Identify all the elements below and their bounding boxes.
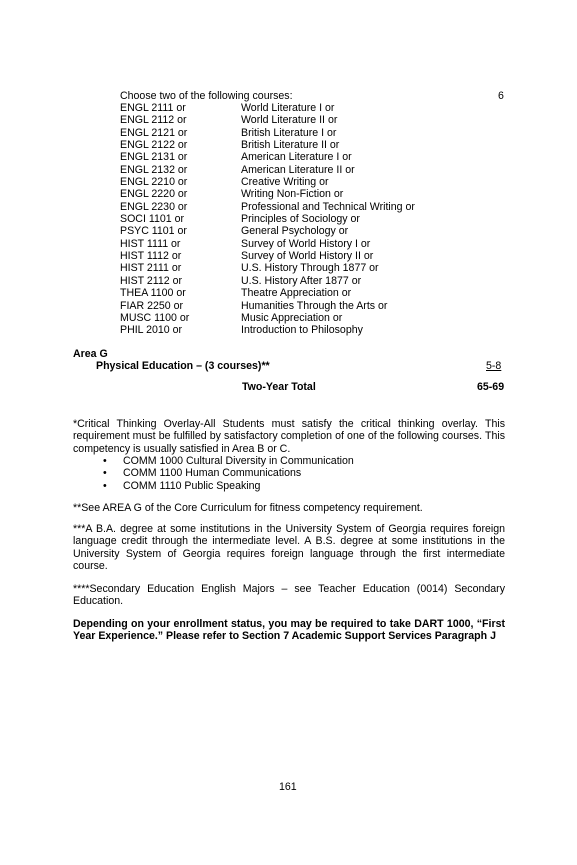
course-row bbox=[120, 300, 420, 312]
course-intro: Choose two of the following courses: bbox=[120, 90, 293, 102]
area-g-note: **See AREA G of the Core Curriculum for fitness competency requirement. bbox=[73, 502, 423, 514]
course-code: ENGL 2111 or bbox=[120, 102, 186, 114]
course-code: HIST 1112 or bbox=[120, 250, 182, 263]
course-code: FIAR 2250 or bbox=[120, 299, 184, 312]
total-hours: 65-69 bbox=[477, 381, 505, 393]
secondary-ed-note: ****Secondary Education English Majors – see Teacher Education (0014) Secondary Education. bbox=[73, 583, 505, 608]
course-code: ENGL 2220 or bbox=[120, 188, 188, 201]
course-row bbox=[120, 213, 420, 225]
course-code: SOCI 1101 or bbox=[120, 213, 184, 226]
course-code: HIST 2111 or bbox=[120, 262, 182, 275]
course-code: PSYC 1101 or bbox=[120, 225, 187, 238]
foreign-language-note: ***A B.A. degree at some institutions in the University System of Georgia requires foreign language credit through the intermediate level. A B.S. degree at some institutions in the University System of Georgia requires foreign language through the first intermediate course. bbox=[73, 523, 505, 572]
course-row bbox=[120, 238, 420, 250]
comm-course-label: COMM 1000 Cultural Diversity in Communication bbox=[123, 455, 354, 467]
course-title: British Literature II or bbox=[241, 139, 340, 152]
enrollment-note: Depending on your enrollment status, you may be required to take DART 1000, “First Year Experience.” Please refer to Section 7 Academic Support Services Paragraph J bbox=[73, 618, 505, 643]
course-row bbox=[120, 262, 420, 274]
course-code: ENGL 2132 or bbox=[120, 163, 188, 176]
course-code: ENGL 2112 or bbox=[120, 114, 187, 127]
course-title: Principles of Sociology or bbox=[241, 213, 360, 226]
course-row bbox=[120, 139, 420, 151]
bullet-icon: • bbox=[103, 455, 107, 467]
course-row bbox=[120, 225, 420, 237]
course-code: PHIL 2010 or bbox=[120, 324, 183, 337]
course-hours: 6 bbox=[498, 90, 504, 102]
course-title: Introduction to Philosophy bbox=[241, 324, 363, 337]
comm-course-item bbox=[73, 480, 503, 492]
course-row bbox=[120, 287, 420, 299]
course-title: Survey of World History I or bbox=[241, 237, 371, 250]
course-title: U.S. History Through 1877 or bbox=[241, 262, 379, 275]
pe-label: Physical Education – (3 courses)** bbox=[96, 360, 270, 372]
course-list bbox=[120, 102, 420, 337]
course-row bbox=[120, 151, 420, 163]
comm-course-label: COMM 1100 Human Communications bbox=[123, 467, 302, 480]
comm-course-item bbox=[73, 455, 503, 467]
course-title: Creative Writing or bbox=[241, 176, 329, 189]
course-code: HIST 1111 or bbox=[120, 237, 181, 250]
course-title: Professional and Technical Writing or bbox=[241, 200, 415, 213]
course-code: MUSC 1100 or bbox=[120, 311, 190, 324]
course-row bbox=[120, 324, 420, 336]
course-row bbox=[120, 275, 420, 287]
course-code: HIST 2112 or bbox=[120, 274, 183, 287]
course-title: Survey of World History II or bbox=[241, 250, 374, 263]
critical-thinking-note: *Critical Thinking Overlay-All Students must satisfy the critical thinking overlay. This requirement must be fulfilled by satisfactory completion of one of the following courses. This competency is usually satisfied in Area B or C. bbox=[73, 418, 505, 455]
bullet-icon: • bbox=[103, 467, 107, 480]
course-title: Humanities Through the Arts or bbox=[241, 299, 388, 312]
course-title: Theatre Appreciation or bbox=[241, 287, 352, 300]
course-row bbox=[120, 102, 420, 114]
bullet-icon: • bbox=[103, 479, 107, 492]
course-row bbox=[120, 127, 420, 139]
page-number: 161 bbox=[279, 781, 297, 793]
course-row bbox=[120, 176, 420, 188]
course-title: Music Appreciation or bbox=[241, 311, 343, 324]
course-row bbox=[120, 188, 420, 200]
pe-hours: 5-8 bbox=[486, 360, 502, 372]
course-row bbox=[120, 250, 420, 262]
course-title: World Literature I or bbox=[241, 102, 335, 114]
course-code: ENGL 2131 or bbox=[120, 151, 188, 164]
course-title: World Literature II or bbox=[241, 114, 338, 127]
comm-course-label: COMM 1110 Public Speaking bbox=[123, 479, 261, 492]
course-row bbox=[120, 164, 420, 176]
course-code: THEA 1100 or bbox=[120, 287, 186, 300]
course-code: ENGL 2121 or bbox=[120, 126, 188, 139]
course-title: Writing Non-Fiction or bbox=[241, 188, 344, 201]
course-code: ENGL 2122 or bbox=[120, 139, 188, 152]
course-code: ENGL 2210 or bbox=[120, 176, 188, 189]
comm-course-list bbox=[73, 455, 503, 492]
course-code: ENGL 2230 or bbox=[120, 200, 188, 213]
comm-course-item bbox=[73, 467, 503, 479]
course-title: General Psychology or bbox=[241, 225, 349, 238]
course-row bbox=[120, 114, 420, 126]
course-title: American Literature II or bbox=[241, 163, 355, 176]
total-label: Two-Year Total bbox=[242, 381, 316, 393]
course-title: American Literature I or bbox=[241, 151, 352, 164]
course-row bbox=[120, 312, 420, 324]
area-g-heading: Area G bbox=[73, 348, 108, 360]
course-title: British Literature I or bbox=[241, 126, 337, 139]
course-row bbox=[120, 201, 420, 213]
course-title: U.S. History After 1877 or bbox=[241, 274, 362, 287]
